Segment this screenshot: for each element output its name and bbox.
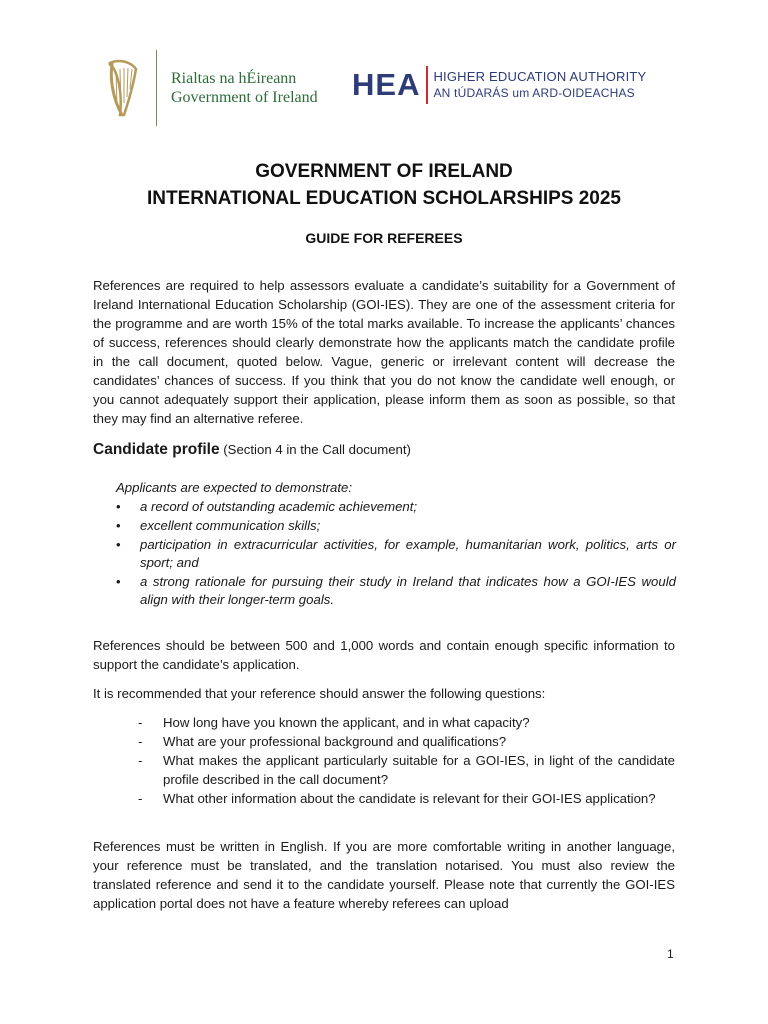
bullet-icon: • (116, 518, 121, 533)
candidate-profile-note: (Section 4 in the Call document) (223, 442, 411, 457)
dash-icon: - (138, 753, 143, 768)
hea-logo-text (433, 69, 646, 101)
list-item: - What other information about the candidate is relevant for their GOI-IES application? (138, 791, 656, 806)
candidate-profile-heading (93, 441, 411, 459)
list-item: - What makes the applicant particularly suitable for a GOI-IES, in light of the candidate profile described in the call document? (138, 753, 675, 787)
government-of-ireland-logo (104, 50, 318, 126)
hea-mark: HEA (352, 67, 421, 102)
harp-icon (104, 57, 142, 119)
government-logo-text (171, 69, 318, 107)
page-title-line1: GOVERNMENT OF IRELAND (255, 161, 513, 182)
hea-logo (352, 66, 646, 104)
page-subtitle: GUIDE FOR REFEREES (305, 230, 463, 246)
dash-icon: - (138, 715, 143, 730)
candidate-profile-list (116, 498, 676, 610)
hea-red-bar (426, 66, 428, 104)
questions-list (138, 713, 675, 808)
questions-intro: It is recommended that your reference should answer the following questions: (93, 686, 546, 701)
intro-paragraph: References are required to help assessors evaluate a candidate’s suitability for a Government of Ireland International Education Scholarship (GOI-IES). They are one of the assessment criteria for the programme and are worth 15% of the total marks available. To increase the applicants’ chances of success, references should clearly demonstrate how the applicants match the candidate profile in the call document, quoted below. Vague, generic or irrelevant content will decrease the candidates’ chances of success. If you think that you do not know the candidate well enough, or you cannot adequately support their application, please inform them as soon as possible, so that they may find an alternative referee. (93, 278, 675, 426)
list-item: - How long have you known the applicant, and in what capacity? (138, 715, 530, 730)
candidate-profile-title: Candidate profile (93, 441, 220, 458)
logo-divider (156, 50, 157, 126)
dash-icon: - (138, 791, 143, 806)
list-item: - What are your professional background and qualifications? (138, 734, 507, 749)
language-paragraph: References must be written in English. If you are more comfortable writing in another language, your reference must be translated, and the translation notarised. You must also review the translated reference and send it to the candidate yourself. Please note that currently the GOI-IES application portal does not have a feature whereby referees can upload (93, 839, 675, 911)
hea-logo-english: HIGHER EDUCATION AUTHORITY (433, 69, 647, 84)
list-item: • excellent communication skills; (116, 518, 321, 533)
bullet-icon: • (116, 537, 121, 552)
list-item: • a record of outstanding academic achievement; (116, 499, 418, 514)
hea-logo-irish: AN tÚDARÁS um ARD-OIDEACHAS (433, 86, 635, 100)
candidate-profile-lead: Applicants are expected to demonstrate: (116, 480, 353, 495)
bullet-icon: • (116, 499, 121, 514)
length-paragraph: References should be between 500 and 1,000 words and contain enough specific information to support the candidate’s application. (93, 638, 675, 672)
page-number: 1 (667, 947, 674, 961)
page-title-line2: INTERNATIONAL EDUCATION SCHOLARSHIPS 2025 (147, 188, 621, 209)
bullet-icon: • (116, 574, 121, 589)
list-item: • participation in extracurricular activities, for example, humanitarian work, politics, arts or sport; and (116, 537, 676, 570)
gov-logo-english: Government of Ireland (171, 89, 318, 106)
dash-icon: - (138, 734, 143, 749)
gov-logo-irish: Rialtas na hÉireann (171, 70, 297, 87)
list-item: • a strong rationale for pursuing their study in Ireland that indicates how a GOI-IES would align with their longer-term goals. (116, 574, 676, 607)
